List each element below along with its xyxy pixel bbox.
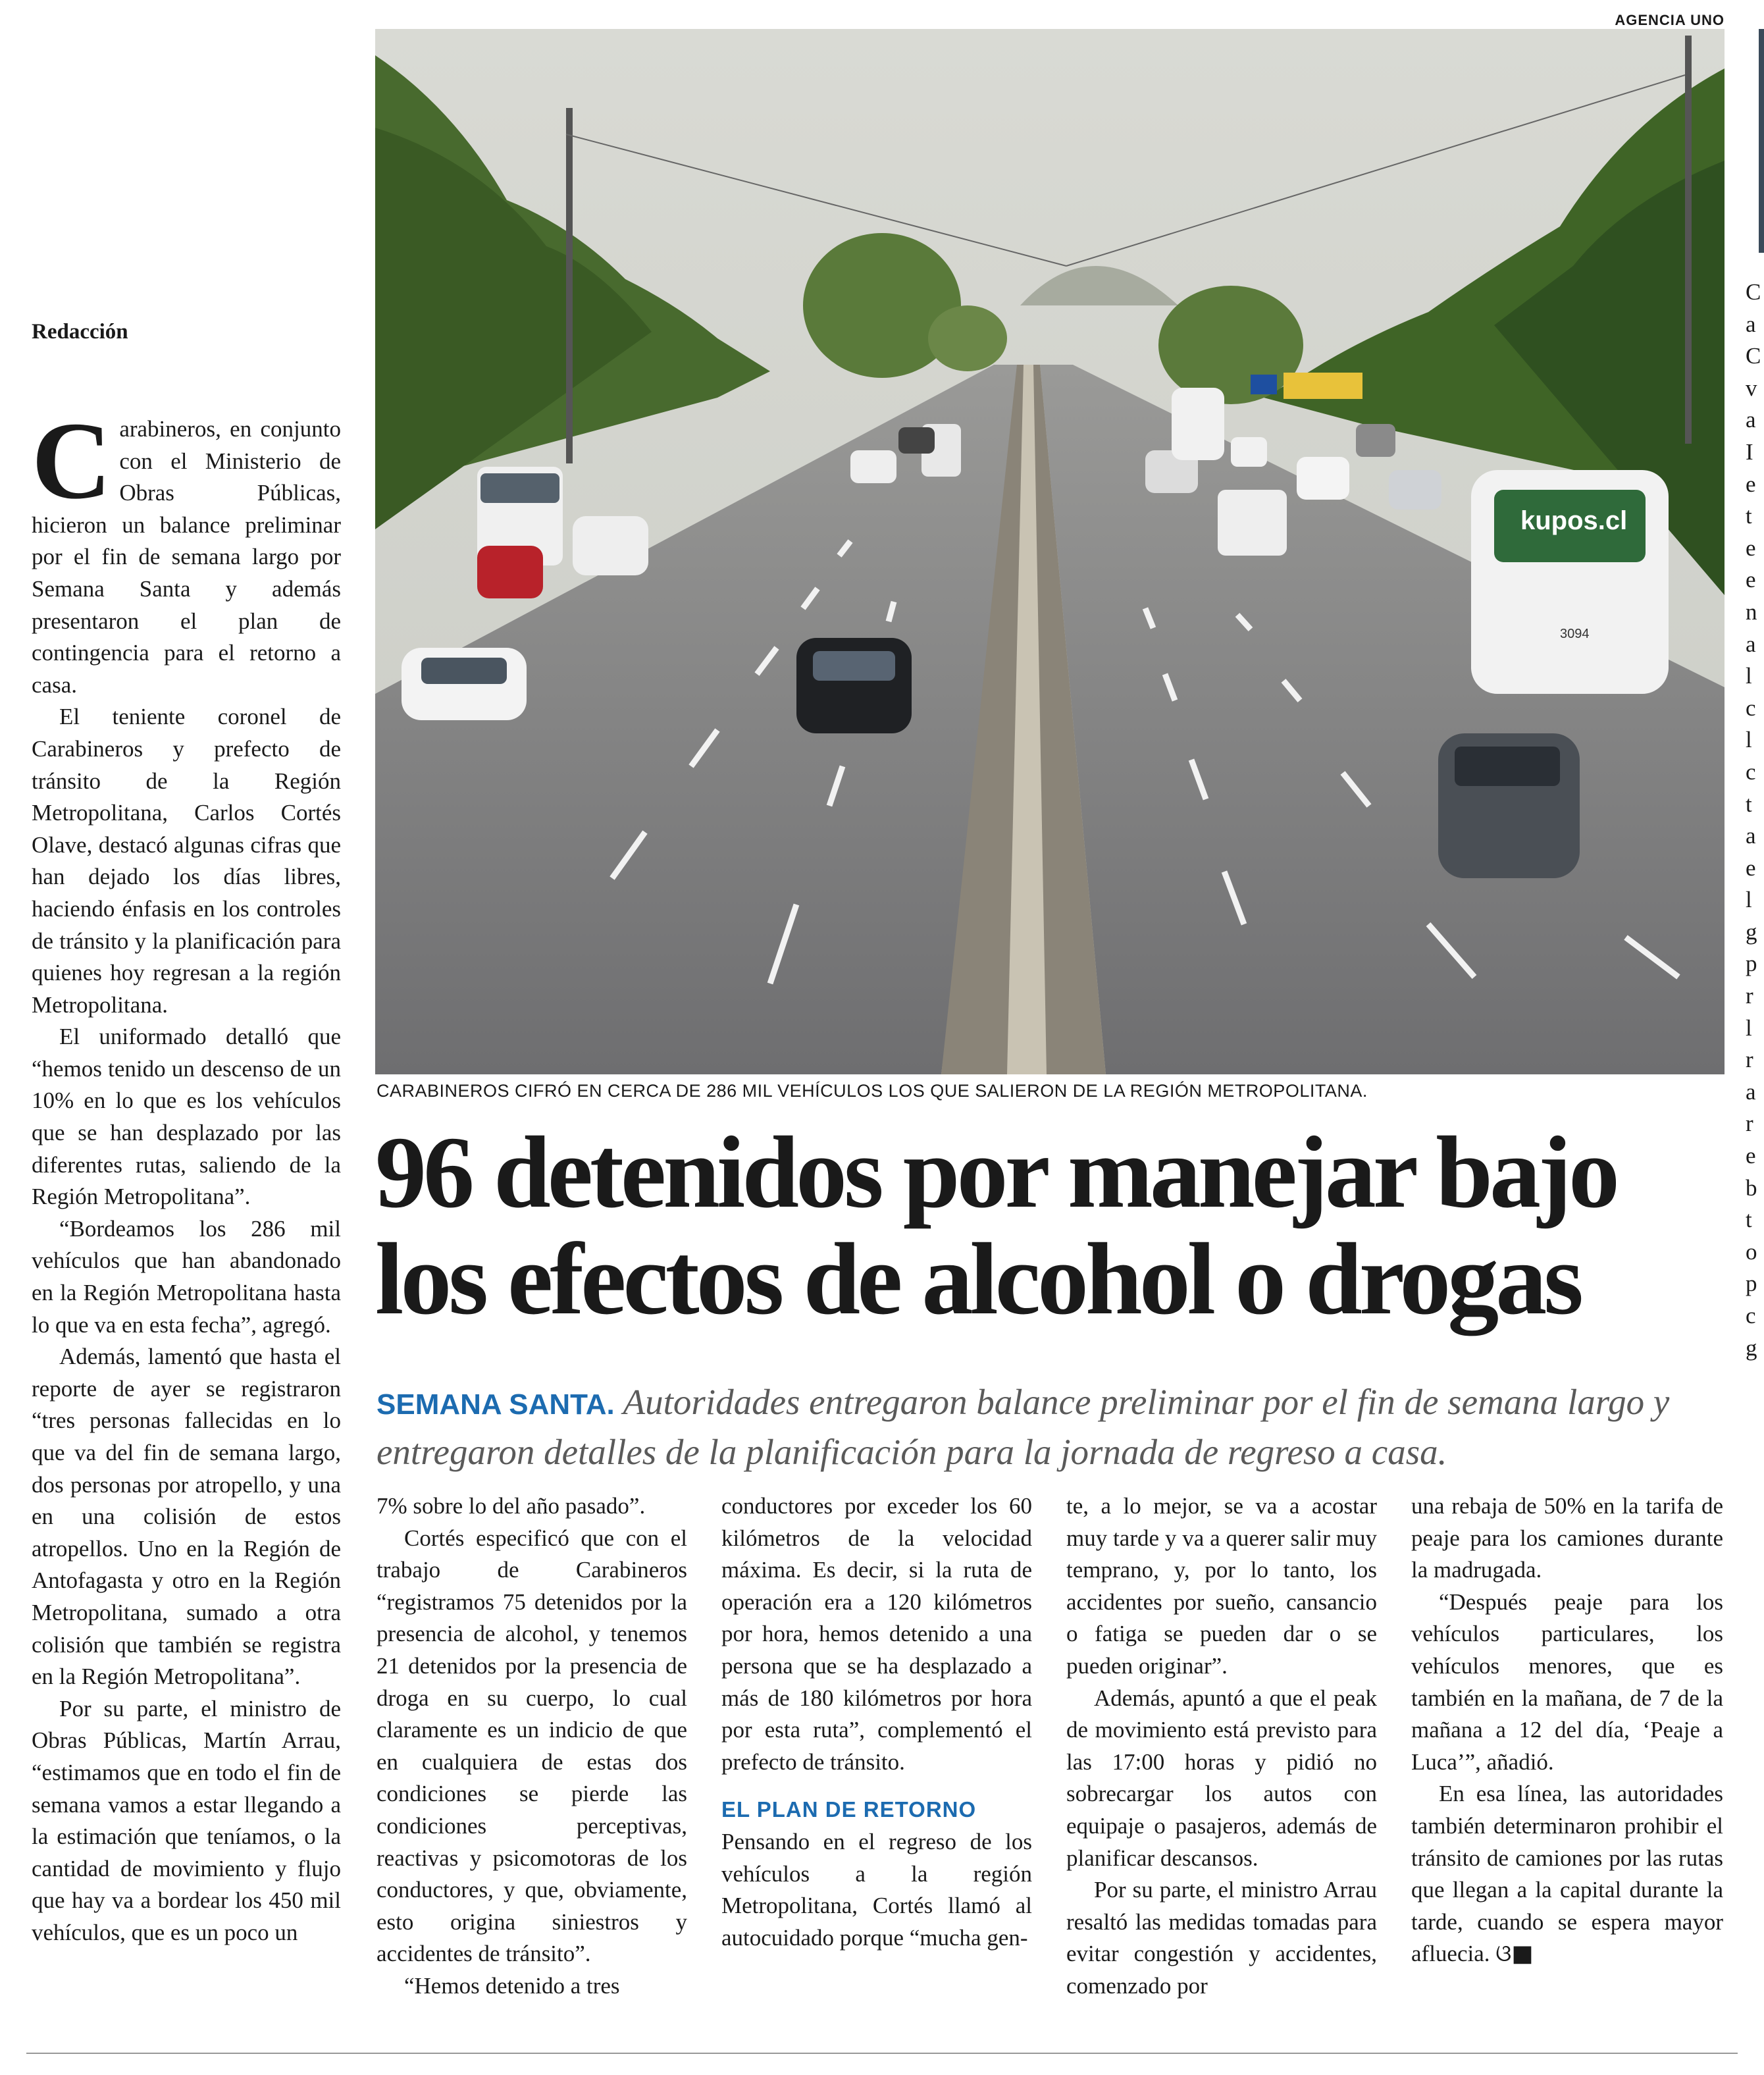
- section-subhead: EL PLAN DE RETORNO: [721, 1797, 977, 1822]
- col1-paragraph-6: Por su parte, el ministro de Obras Públicas, Martín Arrau, “estimamos que en todo el fin de semana vamos a estar llegando a la estimación que teníamos, o la cantidad de movimiento y flujo que hay va a bordear los 450 mil vehículos, que es un poco un: [32, 1695, 341, 1945]
- col3-paragraph-2: Pensando en el regreso de los vehículos a la región Metropolitana, Cortés llamó al autocuidado porque “mucha gen-: [721, 1828, 1032, 1951]
- bus-number: 3094: [1560, 627, 1590, 641]
- col1-paragraph-4: “Bordeamos los 286 mil vehículos que han abandonado en la Región Metropolitana hasta lo que va en esta fecha”, agregó.: [32, 1215, 341, 1338]
- adjacent-column-edge: C a C v a I e t e e n a l c l c t a e l g p r l r a r e b t o p c g: [1746, 279, 1761, 1361]
- column-5: [1411, 1490, 1723, 1970]
- photo-credit: AGENCIA UNO: [1615, 12, 1725, 28]
- byline: Redacción: [32, 320, 128, 344]
- col1-paragraph-3: El uniformado detalló que “hemos tenido un descenso de un 10% en lo que es los vehículos que se han desplazado por las diferentes rutas, saliendo de la Región Metropolitana”.: [32, 1024, 341, 1210]
- col2-paragraph-2: Cortés especificó que con el trabajo de Carabineros “registramos 75 detenidos por la presencia de alcohol, y tenemos 21 detenidos por la presencia de droga en su cuerpo, lo cual claramente es un indicio de que en cualquiera de estas dos condiciones se pierde las condiciones perceptivas, reactivas y psicomotoras de los conductores, y que, obviamente, esto origina siniestros y accidentes de tránsito”.: [376, 1525, 687, 1967]
- bus-brand: kupos.cl: [1520, 506, 1628, 535]
- column-2: [376, 1490, 687, 2003]
- column-3: [721, 1490, 1032, 1954]
- bottom-rule: [26, 2053, 1738, 2054]
- kicker: SEMANA SANTA.: [376, 1388, 615, 1421]
- col1-paragraph-2: El teniente coronel de Carabineros y prefecto de tránsito de la Región Metropolitana, Carlos Cortés Olave, destacó algunas cifras que han dejado los días libres, haciendo énfasis en los controles de tránsito y la planificación para quienes hoy regresan a la región Metropolitana.: [32, 704, 341, 1018]
- col2-paragraph-1: 7% sobre lo del año pasado”.: [376, 1493, 646, 1519]
- highway-photo: [375, 29, 1725, 1074]
- col4-paragraph-3: Por su parte, el ministro Arrau resaltó las medidas tomadas para evitar congestión y accidentes, comenzado por: [1066, 1877, 1377, 1999]
- col2-paragraph-3: “Hemos detenido a tres: [404, 1972, 620, 1999]
- deck: [376, 1379, 1726, 1476]
- column-4: [1066, 1490, 1377, 2003]
- col3-paragraph-1: conductores por exceder los 60 kilómetros de la velocidad máxima. Es decir, si la ruta de operación era a 120 kilómetros por hora, hemos detenido a una persona que se ha desplazado a más de 180 kilómetros por hora por esta ruta”, complementó el prefecto de tránsito.: [721, 1493, 1032, 1775]
- adjacent-photo-edge: [1759, 29, 1764, 253]
- col1-paragraph-1: arabineros, en conjunto con el Ministerio de Obras Públicas, hicieron un balance preliminar por el fin de semana largo por Semana Santa y además presentaron el plan de contingencia para el retorno a casa.: [32, 416, 341, 698]
- col1-paragraph-5: Además, lamentó que hasta el reporte de ayer se registraron “tres personas fallecidas en lo que va del fin de semana largo, dos personas por atropello, y una en una colisión de estos atropellos. Uno en la Región de Antofagasta y otro en la Región Metropolitana, sumado a otra colisión que también se registra en la Región Metropolitana”.: [32, 1344, 341, 1690]
- photo-caption: CARABINEROS CIFRÓ EN CERCA DE 286 MIL VEHÍCULOS LOS QUE SALIERON DE LA REGIÓN METROPOLITANA.: [376, 1081, 1368, 1101]
- col4-paragraph-1: te, a lo mejor, se va a acostar muy tarde y va a querer salir muy temprano, y, por lo tanto, los accidentes por sueño, cansancio o fatiga se pueden dar o se pueden originar”.: [1066, 1493, 1377, 1679]
- headline-line-1: 96 detenidos por manejar bajo: [375, 1115, 1617, 1229]
- col5-paragraph-2: “Después peaje para los vehículos particulares, los vehículos menores, que es también en la mañana, de 7 de la mañana a 12 del día, ‘Peaje a Luca’”, añadió.: [1411, 1589, 1723, 1775]
- col5-paragraph-1: una rebaja de 50% en la tarifa de peaje para los camiones durante la madrugada.: [1411, 1493, 1723, 1583]
- deck-text: Autoridades entregaron balance preliminar por el fin de semana largo y entregaron detalles de la planificación para la jornada de regreso a casa.: [376, 1382, 1670, 1472]
- end-mark: ଓ■: [1495, 1941, 1534, 1968]
- headline: [375, 1115, 1731, 1336]
- column-1: [32, 400, 341, 1949]
- col5-paragraph-3: En esa línea, las autoridades también determinaron prohibir el tránsito de camiones por las rutas que llegan a la capital durante la tarde, cuando se espera mayor afluecia.: [1411, 1781, 1723, 1967]
- drop-cap: C: [32, 400, 112, 522]
- headline-line-2: los efectos de alcohol o drogas: [375, 1222, 1580, 1336]
- col4-paragraph-2: Además, apuntó a que el peak de movimiento está previsto para las 17:00 horas y pidió no sobrecargar los autos con equipaje o pasajeros, además de planificar descansos.: [1066, 1685, 1377, 1871]
